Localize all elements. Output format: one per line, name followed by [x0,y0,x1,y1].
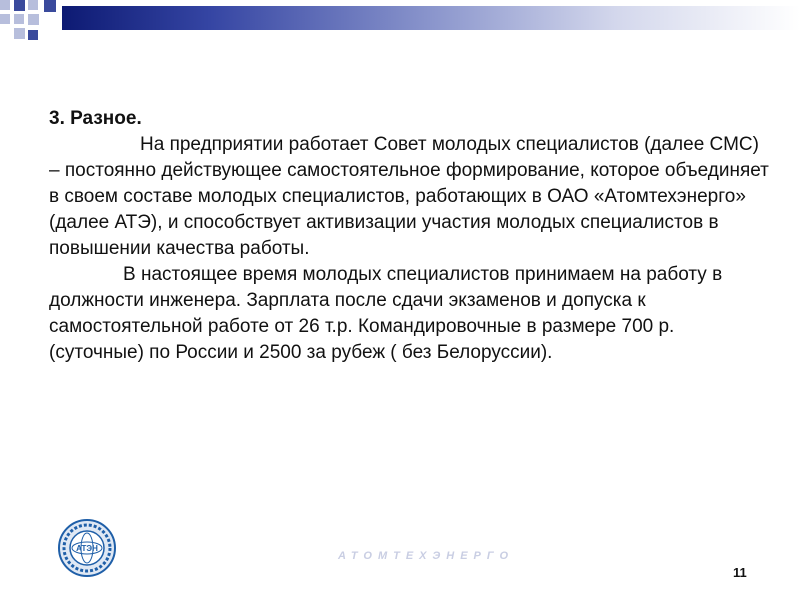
logo-text: АТЭН [76,544,98,553]
page-number: 11 [733,565,747,580]
paragraph-2-text: В настоящее время молодых специалистов принимаем на работу в должности инженера. Зарплата после сдачи экзаменов и допуска к самостоятельной работе от 26 т.р. Командировочные в размере 700 р. (суточные) по России и 2500 за рубеж ( без Белоруссии). [49,264,723,363]
paragraph-1 [49,132,769,262]
header-gradient-bar [62,6,800,30]
slide-body [49,106,769,366]
section-heading: 3. Разное. [49,108,142,129]
atomtechenergo-logo-icon [57,518,117,578]
corner-checker-decoration [0,0,60,48]
paragraph-2 [49,262,769,366]
paragraph-1-text: На предприятии работает Совет молодых специалистов (далее СМС) – постоянно действующее самостоятельное формирование, которое объединяет в своем составе молодых специалистов, работающих в ОАО «Атомтехэнерго» (далее АТЭ), и способствует активизации участия молодых специалистов в повышении качества работы. [49,134,769,259]
footer-brand-text: АТОМТЕХЭНЕРГО [338,550,515,562]
